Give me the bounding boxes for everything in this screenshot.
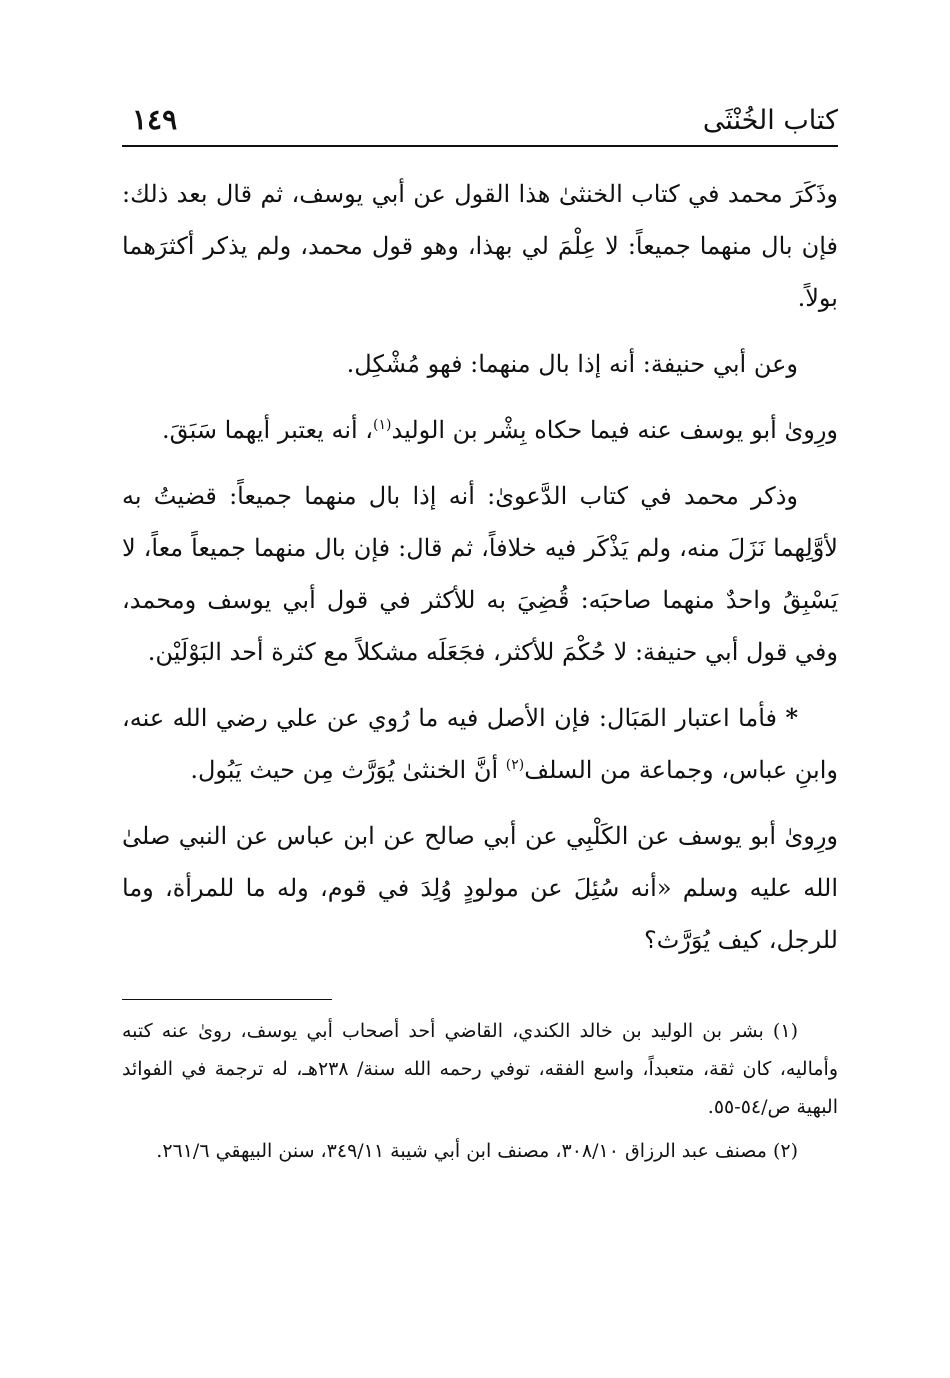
paragraph-5-text-a: فأما اعتبار المَبَال: فإن الأصل فيه ما رُوي عن علي رضي الله عنه، وابنِ عباس، وجماعة من السلف — [122, 704, 838, 784]
footnotes — [122, 1012, 838, 1176]
paragraph-6: ورِوىٰ أبو يوسف عن الكَلْبِي عن أبي صالح عن ابن عباس عن النبي صلىٰ الله عليه وسلم «أنه سُئِلَ عن مولودٍ وُلِدَ في قوم، وله ما للمرأة، وما للرجل، كيف يُوَرَّث؟ — [122, 822, 838, 954]
paragraph-2: وعن أبي حنيفة: أنه إذا بال منهما: فهو مُشْكِل. — [346, 350, 798, 378]
footnote-ref-2: (٢) — [505, 757, 525, 773]
paragraph-3-text-b: ، أنه يعتبر أيهما سَبَقَ. — [161, 416, 374, 444]
running-title: كتاب الخُنْثَى — [702, 105, 838, 136]
main-text — [122, 168, 838, 980]
footnote-1: (١) بشر بن الوليد بن خالد الكندي، القاضي أحد أصحاب أبي يوسف، روىٰ عنه كتبه وأماليه، كان ثقة، متعبداً، واسع الفقه، توفي رحمه الله سنة/ ٢٣٨هـ، له ترجمة في الفوائد البهية ص/٥٤-٥٥. — [122, 1020, 838, 1118]
paragraph-5-text-b: أنَّ الخنثىٰ يُوَرَّث مِن حيث يَبُول. — [190, 756, 506, 784]
footnote-separator — [122, 999, 332, 1000]
paragraph-3-text-a: ورِوىٰ أبو يوسف عنه فيما حكاه بِشْر بن الوليد — [391, 416, 838, 444]
footnote-ref-1: (١) — [373, 417, 392, 433]
paragraph-5 — [122, 692, 838, 796]
paragraph-1: وذَكَرَ محمد في كتاب الخنثىٰ هذا القول عن أبي يوسف، ثم قال بعد ذلك: فإن بال منهما جميعاً: لا عِلْمَ لي بهذا، وهو قول محمد، ولم يذكر أكثرَهما بولاً. — [122, 180, 839, 312]
paragraph-3 — [122, 404, 838, 456]
star-marker: * — [785, 703, 798, 732]
footnote-2: (٢) مصنف عبد الرزاق ٣٠٨/١٠، مصنف ابن أبي شيبة ٣٤٩/١١، سنن البيهقي ٢٦١/٦. — [156, 1140, 798, 1162]
page-number: ١٤٩ — [132, 103, 178, 136]
page-header — [122, 103, 838, 147]
paragraph-4: وذكر محمد في كتاب الدَّعوىٰ: أنه إذا بال منهما جميعاً: قضيتُ به لأوَّلِهما نَزَلَ منه، ولم يَذْكَر فيه خلافاً، ثم قال: فإن بال منهما جميعاً معاً، لا يَسْبِقُ واحدٌ منهما صاحبَه: قُضِيَ به للأكثر في قول أبي يوسف ومحمد، وفي قول أبي حنيفة: لا حُكْمَ للأكثر، فجَعَلَه مشكلاً مع كثرة أحد البَوْلَيْن. — [122, 482, 838, 666]
book-page — [122, 0, 838, 1378]
